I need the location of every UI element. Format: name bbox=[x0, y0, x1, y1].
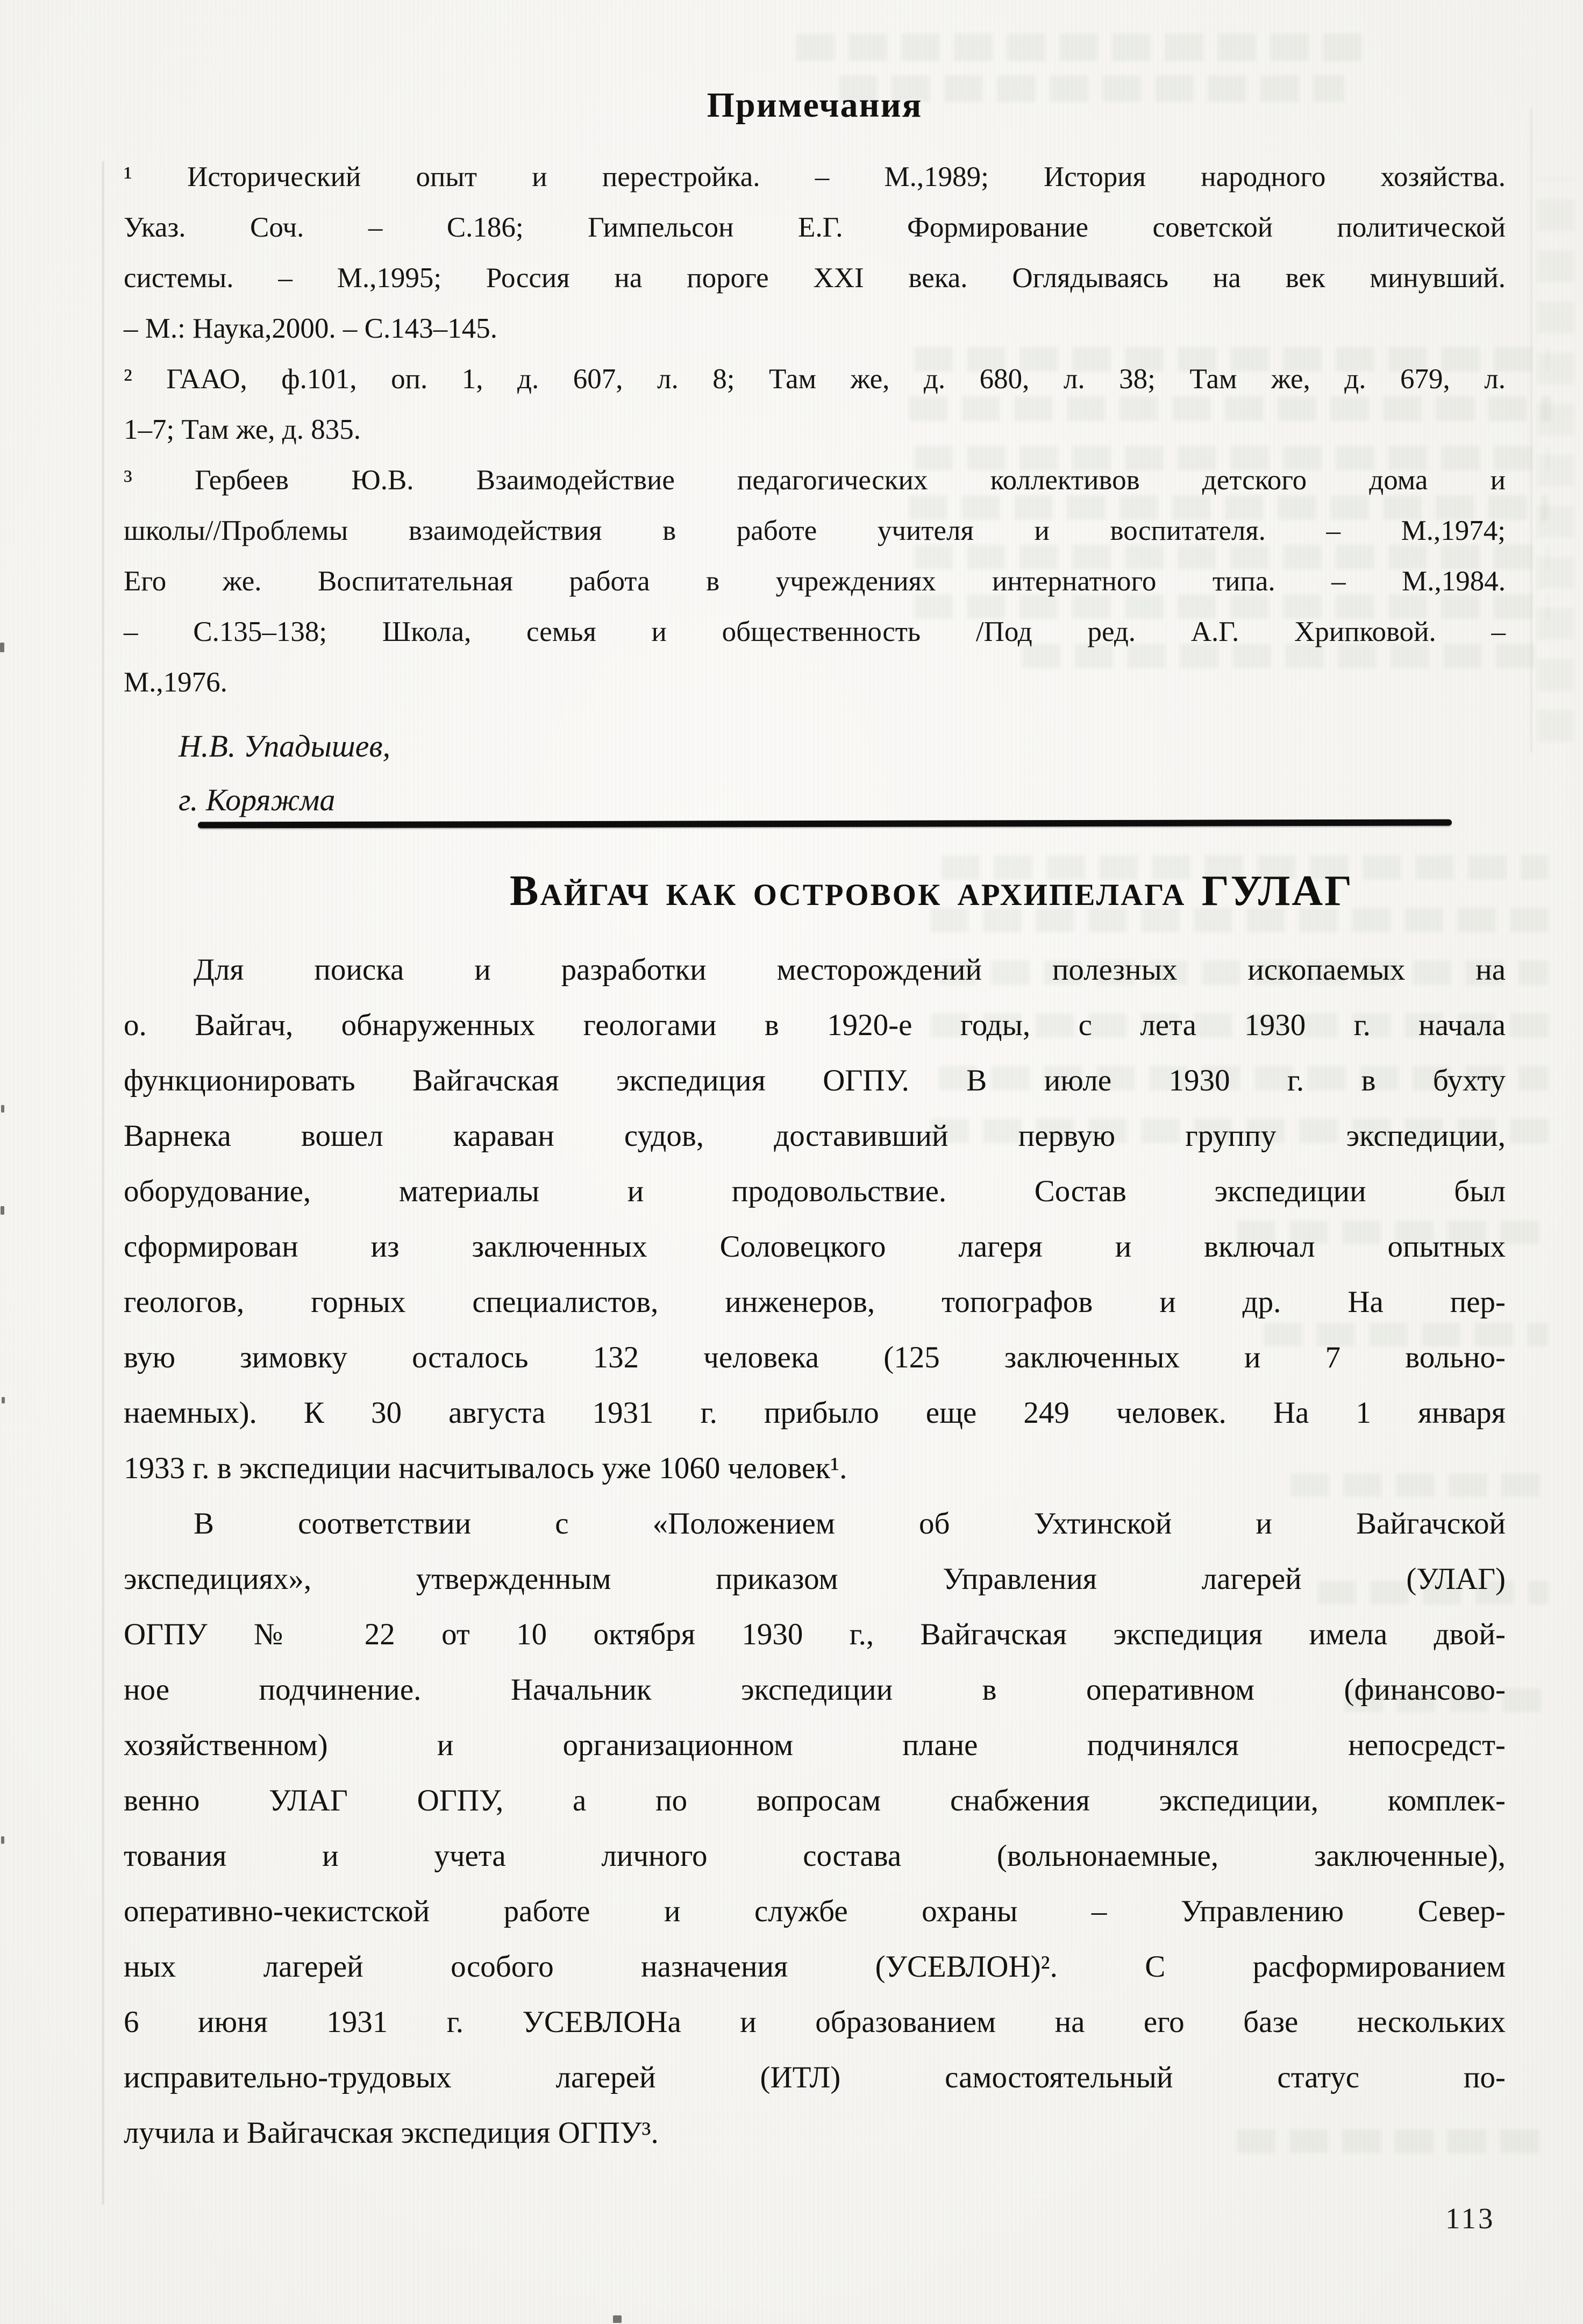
footnote-line: ² ГААО, ф.101, оп. 1, д. 607, л. 8; Там же, д. 680, л. 38; Там же, д. 679, л. bbox=[124, 363, 1506, 395]
body-line: Для поиска и разработки месторождений полезных ископаемых на bbox=[194, 953, 1506, 987]
scan-speck bbox=[613, 2315, 622, 2323]
body-line: хозяйственном) и организационном плане подчинялся непосредст- bbox=[124, 1728, 1506, 1762]
scan-fold-line bbox=[1530, 108, 1532, 753]
body-line: исправительно-трудовых лагерей (ИТЛ) самостоятельный статус по- bbox=[124, 2061, 1506, 2094]
body-line: сформирован из заключенных Соловецкого лагеря и включал опытных bbox=[124, 1230, 1506, 1264]
body-line: о. Вайгач, обнаруженных геологами в 1920-е годы, с лета 1930 г. начала bbox=[124, 1008, 1506, 1042]
author-block bbox=[179, 719, 931, 827]
scan-speck bbox=[0, 643, 4, 652]
page-number: 113 bbox=[1445, 2202, 1495, 2235]
bleedthrough-ghost bbox=[1537, 177, 1574, 742]
title-lead-cap: В bbox=[510, 867, 540, 915]
body-line: ных лагерей особого назначения (УСЕВЛОН)². С расформированием bbox=[124, 1950, 1506, 1984]
body-line: оборудование, материалы и продовольствие. Состав экспедиции был bbox=[124, 1174, 1506, 1208]
scan-fold-line bbox=[102, 161, 104, 2205]
body-line: ОГПУ № 22 от 10 октября 1930 г., Вайгачская экспедиция имела двой- bbox=[124, 1617, 1506, 1651]
article-body bbox=[124, 942, 1506, 2161]
body-line: тования и учета личного состава (вольнонаемные, заключенные), bbox=[124, 1839, 1506, 1873]
title-small-caps: АЙГАЧ КАК ОСТРОВОК АРХИПЕЛАГА bbox=[540, 878, 1202, 912]
body-line: 1933 г. в экспедиции насчитывалось уже 1060 человек¹. bbox=[124, 1451, 847, 1485]
scan-speck bbox=[1, 1206, 4, 1215]
title-gulag-caps: ГУЛАГ bbox=[1201, 867, 1354, 915]
body-line: геологов, горных специалистов, инженеров, топографов и др. На пер- bbox=[124, 1285, 1506, 1319]
footnotes-block bbox=[124, 152, 1506, 708]
author-city: г. Коряжма bbox=[179, 782, 336, 817]
footnote-line: М.,1976. bbox=[124, 667, 227, 698]
body-line: оперативно-чекистской работе и службе охраны – Управлению Север- bbox=[124, 1894, 1506, 1928]
footnote-line: школы//Проблемы взаимодействия в работе учителя и воспитателя. – М.,1974; bbox=[124, 515, 1506, 546]
scan-speck bbox=[2, 1397, 5, 1403]
notes-heading: Примечания bbox=[707, 85, 923, 125]
body-line: вую зимовку осталось 132 человека (125 заключенных и 7 вольно- bbox=[124, 1341, 1506, 1374]
body-line: Варнека вошел караван судов, доставивший первую группу экспедиции, bbox=[124, 1119, 1506, 1153]
scan-speck bbox=[1, 1836, 4, 1844]
footnote-line: 1–7; Там же, д. 835. bbox=[124, 414, 361, 445]
footnote-line: – М.: Наука,2000. – С.143–145. bbox=[124, 313, 498, 344]
body-line: функционировать Вайгачская экспедиция ОГПУ. В июле 1930 г. в бухту bbox=[124, 1064, 1506, 1097]
body-line: наемных). К 30 августа 1931 г. прибыло еще 249 человек. На 1 января bbox=[124, 1396, 1506, 1430]
author-name: Н.В. Упадышев, bbox=[179, 729, 391, 764]
footnote-line: Указ. Соч. – С.186; Гимпельсон Е.Г. Формирование советской политической bbox=[124, 212, 1506, 243]
footnote-line: ¹ Исторический опыт и перестройка. – М.,1989; История народного хозяйства. bbox=[124, 161, 1506, 193]
body-line: экспедициях», утвержденным приказом Управления лагерей (УЛАГ) bbox=[124, 1562, 1506, 1596]
footnote-line: ³ Гербеев Ю.В. Взаимодействие педагогических коллективов детского дома и bbox=[124, 465, 1506, 496]
article-title bbox=[510, 867, 1353, 916]
body-line: лучила и Вайгачская экспедиция ОГПУ³. bbox=[124, 2116, 659, 2150]
scan-speck bbox=[1, 1105, 4, 1113]
body-line: 6 июня 1931 г. УСЕВЛОНа и образованием на его базе нескольких bbox=[124, 2005, 1506, 2039]
footnote-line: системы. – М.,1995; Россия на пороге XXI века. Оглядываясь на век минувший. bbox=[124, 262, 1506, 294]
body-line: В соответствии с «Положением об Ухтинской и Вайгачской bbox=[194, 1507, 1506, 1541]
body-line: венно УЛАГ ОГПУ, а по вопросам снабжения экспедиции, комплек- bbox=[124, 1784, 1506, 1817]
bleedthrough-ghost bbox=[796, 33, 1366, 61]
body-line: ное подчинение. Начальник экспедиции в оперативном (финансово- bbox=[124, 1673, 1506, 1707]
footnote-line: – С.135–138; Школа, семья и общественность /Под ред. А.Г. Хрипковой. – bbox=[124, 616, 1506, 647]
footnote-line: Его же. Воспитательная работа в учреждениях интернатного типа. – М.,1984. bbox=[124, 566, 1506, 597]
